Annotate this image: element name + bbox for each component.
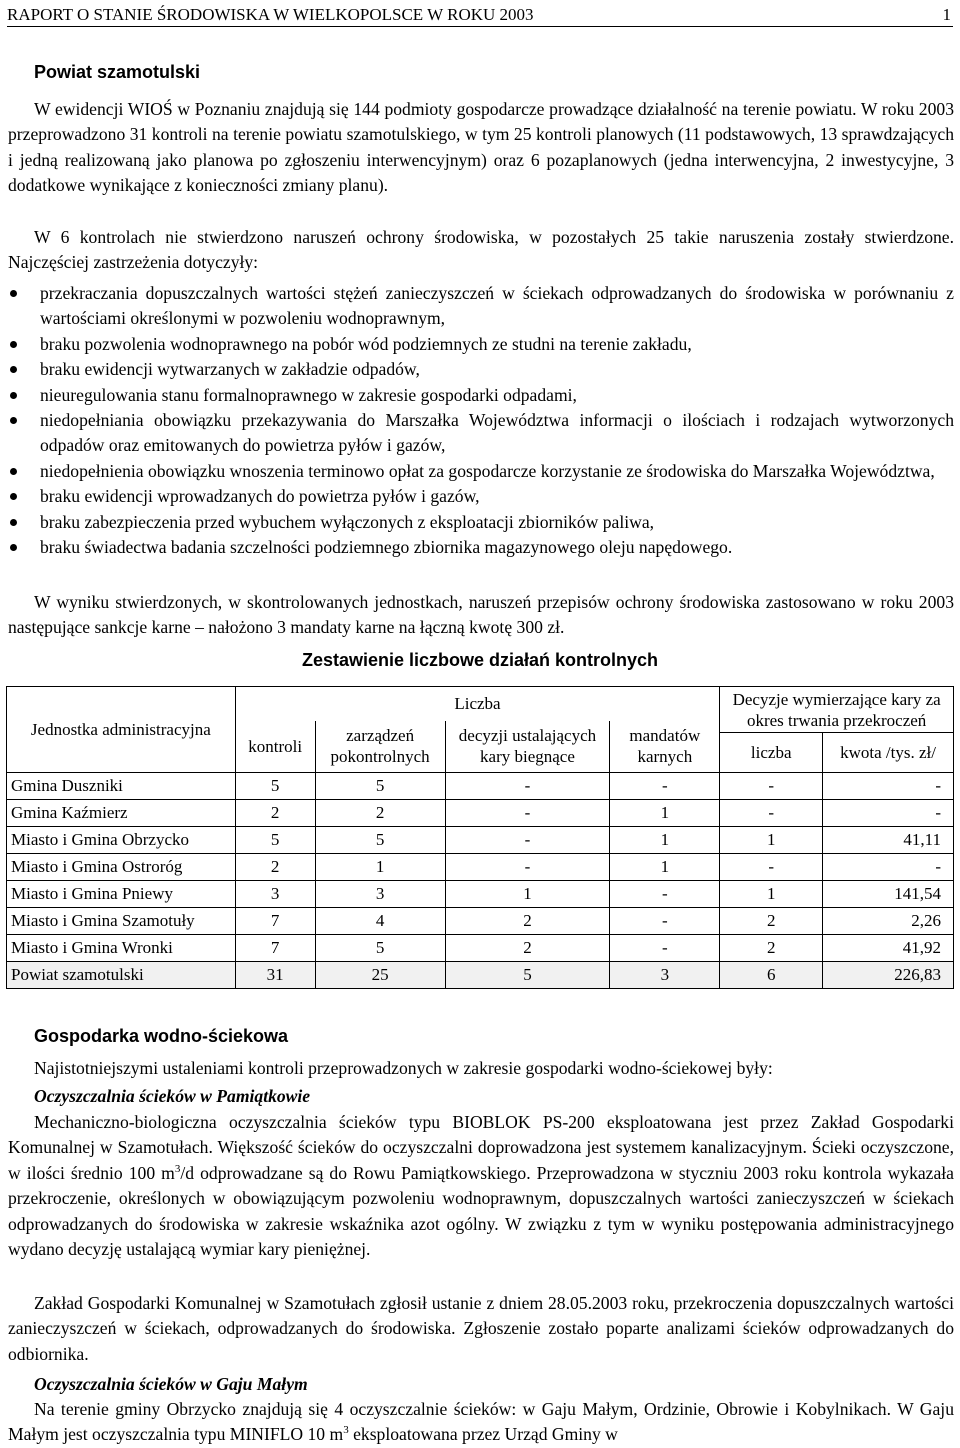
paragraph-findings: W 6 kontrolach nie stwierdzono naruszeń ochrony środowiska, w pozostałych 25 takie naruszenia zostały stwierdzone. Najczęściej zastrzeżenia dotyczyły: [8,227,954,273]
table-total-row [7,962,954,989]
table-row [7,800,954,827]
text-run: Na terenie gminy Obrzycko znajdują się 4 oczyszczalnie ścieków: w Gaju Małym, Ordzinie, Obrowie i Kobylnikach. W Gaju Małym jest oczyszczalnia typu MINIFLO 10 m [8,1399,954,1445]
cell-controls: 7 [235,935,315,962]
table-row [7,827,954,854]
section-title-powiat: Powiat szamotulski [34,62,201,82]
header-controls: kontroli [235,721,315,773]
subheading-pamiatkowo: Oczyszczalnia ścieków w Pamiątkowie [34,1086,311,1106]
header-decisions: decyzji ustalających kary biegnące [445,721,610,773]
cell-tickets: - [610,773,720,800]
cell-controls: 3 [235,881,315,908]
cell-tickets: - [610,908,720,935]
page-number: 1 [942,5,951,24]
cell-orders: 5 [315,935,445,962]
list-item: niedopełnienia obowiązku wnoszenia terminowo opłat za gospodarcze korzystanie ze środowiska do Marszałka Województwa, [8,459,954,484]
cell-decisions: 2 [445,908,610,935]
cell-unit: Miasto i Gmina Pniewy [7,881,236,908]
cell-unit: Miasto i Gmina Wronki [7,935,236,962]
table-row [7,935,954,962]
cell-decisions: 5 [445,962,610,989]
text-run: /d odprowadzane są do Rowu Pamiątkowskiego. Przeprowadzona w styczniu 2003 roku kontrola wykazała przekroczenie, określonych w obowiązującym pozwoleniu wodnoprawnym, dopuszczalnych wartości zanieczyszczeń w ściekach odprowadzanych do środowiska w zakresie wskaźnika azot ogólny. W związku z tym w wyniku postępowania administracyjnego wydano decyzję ustalającą wymiar kary pieniężnej. [8,1162,954,1260]
cell-unit: Gmina Duszniki [7,773,236,800]
list-item: nieuregulowania stanu formalnoprawnego w zakresie gospodarki odpadami, [8,383,954,408]
list-item: braku ewidencji wprowadzanych do powietrza pyłów i gazów, [8,484,954,509]
header-unit: Jednostka administracyjna [7,687,236,773]
cell-decisions: 1 [445,881,610,908]
cell-orders: 2 [315,800,445,827]
superscript: 3 [174,1162,181,1175]
cell-fines-count: - [720,854,823,881]
cell-fines-count: 2 [720,908,823,935]
page-header [7,2,953,27]
cell-fines-amount: 41,92 [823,935,954,962]
cell-unit: Miasto i Gmina Ostroróg [7,854,236,881]
cell-orders: 4 [315,908,445,935]
cell-orders: 3 [315,881,445,908]
cell-controls: 7 [235,908,315,935]
cell-fines-count: 1 [720,881,823,908]
report-title: RAPORT O STANIE ŚRODOWISKA W WIELKOPOLSCE W ROKU 2003 [7,5,534,24]
cell-orders: 5 [315,827,445,854]
cell-fines-count: - [720,800,823,827]
cell-controls: 2 [235,854,315,881]
table-caption: Zestawienie liczbowe działań kontrolnych [301,650,659,670]
list-item: przekraczania dopuszczalnych wartości stężeń zanieczyszczeń w ściekach odprowadzanych do środowiska w porównaniu z wartościami określonymi w pozwoleniu wodnoprawnym, [8,281,954,332]
cell-tickets: 1 [610,827,720,854]
cell-decisions: - [445,854,610,881]
cell-unit: Miasto i Gmina Obrzycko [7,827,236,854]
paragraph-zgk: Zakład Gospodarki Komunalnej w Szamotułach zgłosił ustanie z dniem 28.05.2003 roku, przekroczenia dopuszczalnych wartości zanieczyszczeń w ściekach, odprowadzanych do środowiska. Zgłoszenie zostało poparte analizami ścieków odprowadzanych do odbiornika. [8,1293,954,1364]
cell-fines-amount: - [823,800,954,827]
table-row [7,854,954,881]
list-item: braku ewidencji wytwarzanych w zakładzie odpadów, [8,357,954,382]
cell-decisions: 2 [445,935,610,962]
subheading-gaj-maly: Oczyszczalnia ścieków w Gaju Małym [34,1374,308,1394]
cell-tickets: - [610,881,720,908]
cell-fines-amount: 41,11 [823,827,954,854]
header-fines-amount: kwota /tys. zł/ [823,733,954,773]
cell-fines-amount: - [823,854,954,881]
text-run: Mechaniczno-biologiczna oczyszczalnia ścieków typu BIOBLOK PS-200 eksploatowana jest przez Zakład Gospodarki Komunalnej w Szamotułach. Większość ścieków do oczyszczalni doprowadzona jest systemem kanalizacyjnym. Ścieki oczyszczone, w ilości średnio 100 m [8,1112,954,1183]
cell-unit: Gmina Kaźmierz [7,800,236,827]
cell-fines-amount: - [823,773,954,800]
control-summary-table [6,686,954,989]
cell-controls: 31 [235,962,315,989]
list-item: braku zabezpieczenia przed wybuchem wyłączonych z eksploatacji zbiorników paliwa, [8,510,954,535]
paragraph-gaj-maly [8,1397,954,1448]
cell-fines-count: 1 [720,827,823,854]
cell-unit: Powiat szamotulski [7,962,236,989]
violations-list [8,281,954,560]
paragraph-sanctions: W wyniku stwierdzonych, w skontrolowanych jednostkach, naruszeń przepisów ochrony środowiska zastosowano w roku 2003 następujące sankcje karne – nałożono 3 mandaty karne na łączną kwotę 300 zł. [8,592,954,638]
cell-fines-amount: 226,83 [823,962,954,989]
paragraph-pamiatkowo [8,1110,954,1262]
cell-orders: 25 [315,962,445,989]
table-row [7,881,954,908]
text-run: eksploatowana przez Urząd Gminy w [348,1424,618,1445]
cell-orders: 1 [315,854,445,881]
header-tickets: mandatów karnych [610,721,720,773]
cell-unit: Miasto i Gmina Szamotuły [7,908,236,935]
cell-decisions: - [445,773,610,800]
header-fines-count: liczba [720,733,823,773]
list-item: niedopełniania obowiązku przekazywania do Marszałka Województwa informacji o ilościach i rodzajach wytworzonych odpadów oraz emitowanych do powietrza pyłów i gazów, [8,408,954,459]
header-orders: zarządzeń pokontrolnych [315,721,445,773]
cell-fines-count: 6 [720,962,823,989]
cell-fines-count: - [720,773,823,800]
cell-fines-count: 2 [720,935,823,962]
cell-tickets: 1 [610,800,720,827]
section-title-water: Gospodarka wodno-ściekowa [34,1026,289,1046]
cell-orders: 5 [315,773,445,800]
cell-tickets: 1 [610,854,720,881]
table-row [7,773,954,800]
paragraph-water-intro: Najistotniejszymi ustaleniami kontroli przeprowadzonych w zakresie gospodarki wodno-ściekowej były: [34,1058,773,1078]
cell-decisions: - [445,827,610,854]
list-item: braku świadectwa badania szczelności podziemnego zbiornika magazynowego oleju napędowego. [8,535,954,560]
cell-controls: 2 [235,800,315,827]
header-fines-group: Decyzje wymierzające kary za okres trwania przekroczeń [720,687,954,733]
list-item: braku pozwolenia wodnoprawnego na pobór wód podziemnych ze studni na terenie zakładu, [8,332,954,357]
cell-tickets: - [610,935,720,962]
cell-controls: 5 [235,827,315,854]
superscript: 3 [343,1424,349,1437]
cell-decisions: - [445,800,610,827]
cell-fines-amount: 141,54 [823,881,954,908]
paragraph-intro: W ewidencji WIOŚ w Poznaniu znajdują się 144 podmioty gospodarcze prowadzące działalność na terenie powiatu. W roku 2003 przeprowadzono 31 kontroli na terenie powiatu szamotulskiego, w tym 25 kontroli planowych (11 podstawowych, 13 sprawdzających i jedną realizowaną jako planowa po zgłoszeniu interwencyjnym) oraz 6 pozaplanowych (jedna interwencyjna, 2 inwestycyjne, 3 dodatkowe wynikające z konieczności zmiany planu). [8,99,954,196]
cell-controls: 5 [235,773,315,800]
cell-fines-amount: 2,26 [823,908,954,935]
table-row [7,908,954,935]
cell-tickets: 3 [610,962,720,989]
header-count-group: Liczba [235,687,720,721]
